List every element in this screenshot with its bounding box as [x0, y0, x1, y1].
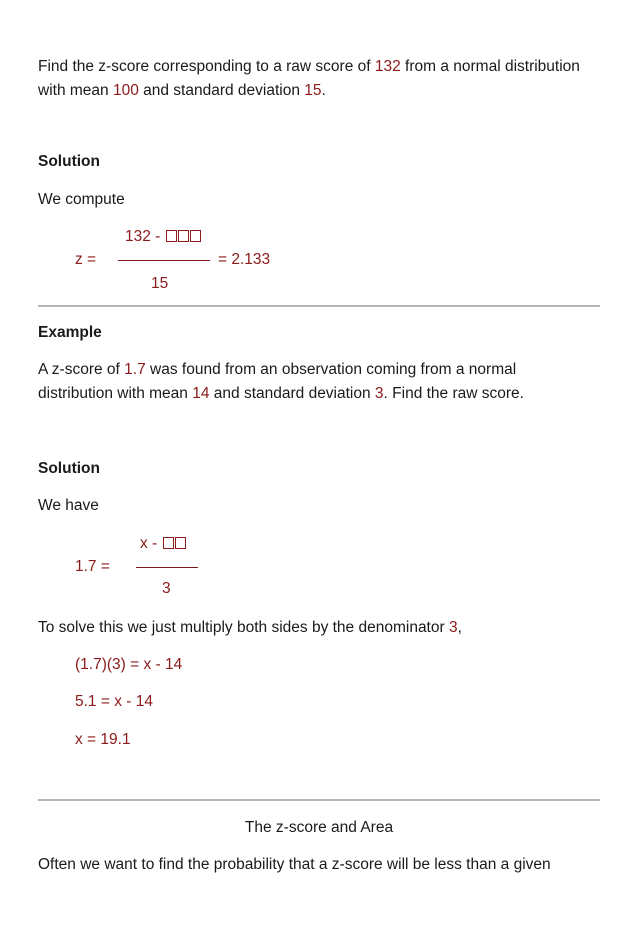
example-line-1 — [38, 361, 516, 379]
example-text: and standard deviation — [209, 385, 375, 402]
solution-step: (1.7)(3) = x - 14 — [75, 656, 183, 673]
mu-glyph-placeholder — [190, 230, 201, 242]
z-score-value: 1.7 — [124, 361, 146, 378]
equation-result: = 2.133 — [218, 251, 271, 268]
problem-text: and standard deviation — [138, 82, 305, 99]
raw-score-value: 132 — [374, 58, 401, 75]
mean-value: 14 — [192, 385, 210, 402]
numerator-text: x - — [140, 535, 158, 552]
explanation-text: , — [457, 619, 462, 636]
fraction-bar — [136, 567, 198, 568]
fraction-denominator: 15 — [151, 275, 169, 292]
denominator-value: 3 — [448, 619, 458, 636]
mu-glyph-placeholder — [166, 230, 177, 242]
example-text: was found from an observation coming from a normal — [145, 361, 517, 378]
explanation-text: To solve this we just multiply both sides by the denominator — [38, 619, 449, 636]
mu-glyph-placeholder — [175, 537, 186, 549]
solution-step: x = 19.1 — [75, 731, 131, 748]
problem-text: from a normal distribution — [400, 58, 580, 75]
sd-value: 3 — [374, 385, 384, 402]
example-text: A z-score of — [38, 361, 125, 378]
fraction-numerator — [125, 228, 201, 246]
mu-glyph-placeholder — [178, 230, 189, 242]
problem-text: Find the z-score corresponding to a raw score of — [38, 58, 375, 75]
equation-lhs: 1.7 = — [75, 558, 110, 575]
numerator-text: 132 - — [125, 228, 161, 245]
solution-heading: Solution — [38, 460, 100, 477]
solution-intro: We compute — [38, 191, 125, 208]
solution-step: 5.1 = x - 14 — [75, 693, 153, 710]
example-line-2 — [38, 385, 524, 403]
section-divider — [38, 305, 600, 307]
fraction-bar — [118, 260, 210, 261]
mean-value: 100 — [112, 82, 139, 99]
problem-line-1 — [38, 58, 580, 76]
solution-explanation — [38, 619, 462, 637]
example-text: distribution with mean — [38, 385, 193, 402]
problem-text: . — [321, 82, 326, 99]
section-divider — [38, 799, 600, 801]
solution-intro: We have — [38, 497, 99, 514]
example-text: . Find the raw score. — [383, 385, 524, 402]
solution-heading: Solution — [38, 153, 100, 170]
section-text: Often we want to find the probability that a z-score will be less than a given — [38, 856, 551, 873]
fraction-denominator: 3 — [162, 580, 171, 597]
example-heading: Example — [38, 324, 102, 341]
fraction-numerator — [140, 535, 186, 553]
section-title: The z-score and Area — [244, 819, 394, 836]
problem-text: with mean — [38, 82, 113, 99]
problem-line-2 — [38, 82, 326, 100]
equation-lhs: z = — [75, 251, 97, 268]
sd-value: 15 — [304, 82, 322, 99]
mu-glyph-placeholder — [163, 537, 174, 549]
